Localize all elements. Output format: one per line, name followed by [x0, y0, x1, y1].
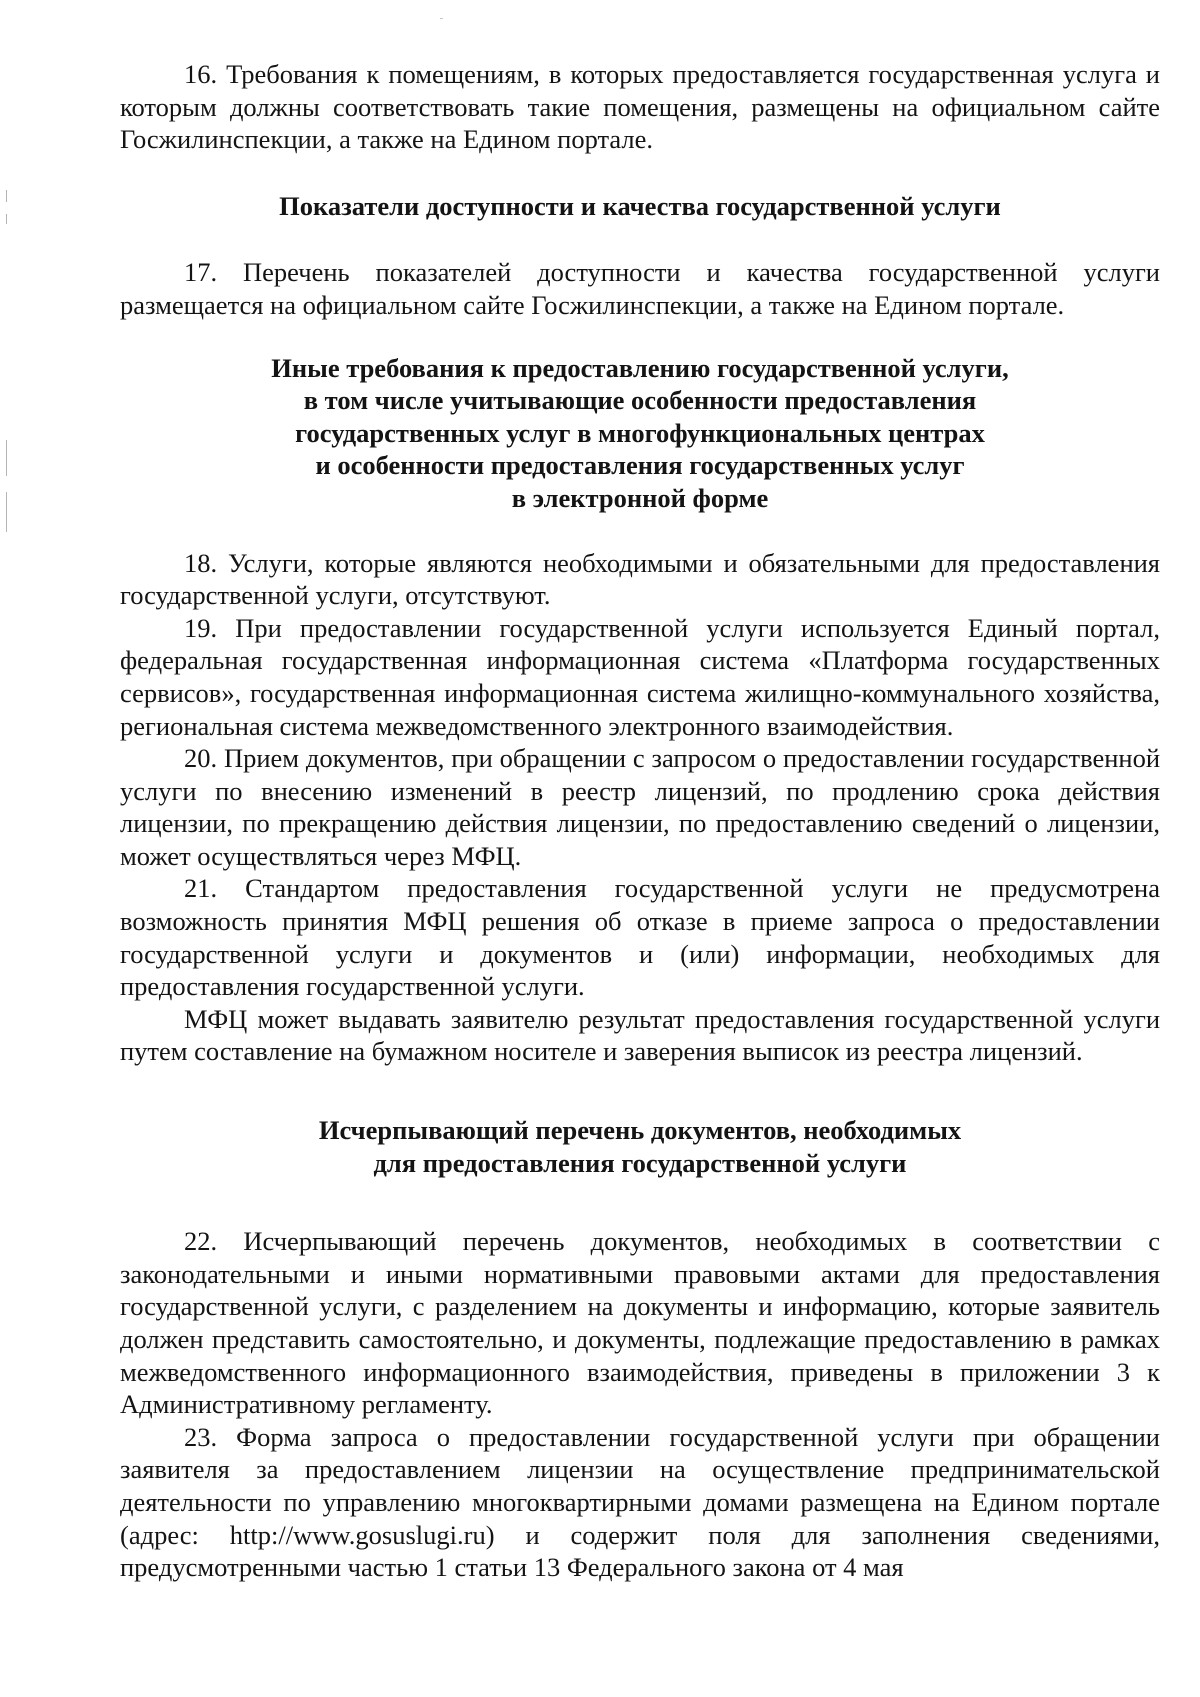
scan-edge-mark: [6, 190, 7, 202]
scan-edge-mark: [6, 214, 7, 224]
heading-accessibility: Показатели доступности и качества государственной услуги: [279, 190, 1001, 221]
paragraph-23: 23. Форма запроса о предоставлении государственной услуги при обращении заявителя за предоставлением лицензии на осуществление предпринимательской деятельности по управлению многоквартирными домами размещена на Едином портале (адрес: http://www.gosuslugi.ru) и содержит поля для заполнения сведениями, предусмотренными частью 1 статьи 13 Федерального закона от 4 мая: [120, 1421, 1160, 1583]
heading-other-requirements: [120, 352, 1160, 515]
paragraph-21: 21. Стандартом предоставления государственной услуги не предусмотрена возможность принятия МФЦ решения об отказе в приеме запроса о предоставлении государственной услуги и документов и (или) информации, необходимых для предоставления государственной услуги.: [120, 873, 1160, 1002]
heading-line: в том числе учитывающие особенности предоставления: [303, 385, 977, 416]
paragraph-18: 18. Услуги, которые являются необходимыми и обязательными для предоставления государственной услуги, отсутствуют.: [120, 547, 1160, 611]
heading-documents: [120, 1114, 1160, 1179]
paragraph-20: 20. Прием документов, при обращении с запросом о предоставлении государственной услуги по внесению изменений в реестр лицензий, по продлению срока действия лицензии, по прекращению действия лицензии, по предоставлению сведений о лицензии, может осуществляться через МФЦ.: [120, 743, 1160, 871]
paragraph-19: 19. При предоставлении государственной услуги используется Единый портал, федеральная государственная информационная система «Платформа государственных сервисов», государственная информационная система жилищно-коммунального хозяйства, региональная система межведомственного электронного взаимодействия.: [120, 612, 1160, 741]
heading-line: в электронной форме: [511, 482, 769, 513]
heading-line: государственных услуг в многофункциональных центрах: [295, 417, 985, 448]
paragraph-22: 22. Исчерпывающий перечень документов, необходимых в соответствии с законодательными и иными нормативными правовыми актами для предоставления государственной услуги, с разделением на документы и информацию, которые заявитель должен представить самостоятельно, и документы, подлежащие предоставлению в рамках межведомственного информационного взаимодействия, приведены в приложении 3 к Административному регламенту.: [120, 1226, 1160, 1420]
paragraph-16: 16. Требования к помещениям, в которых предоставляется государственная услуга и которым должны соответствовать такие помещения, размещены на официальном сайте Госжилинспекции, а также на Едином портале.: [120, 59, 1160, 155]
scan-artifact-dot: [440, 18, 443, 19]
heading-line: для предоставления государственной услуги: [373, 1147, 907, 1178]
scan-edge-mark: [6, 440, 7, 476]
heading-line: Исчерпывающий перечень документов, необходимых: [318, 1115, 962, 1146]
paragraph-17: 17. Перечень показателей доступности и качества государственной услуги размещается на официальном сайте Госжилинспекции, а также на Едином портале.: [120, 257, 1160, 320]
heading-line: Иные требования к предоставлению государственной услуги,: [271, 352, 1009, 383]
paragraph-21-mfc: МФЦ может выдавать заявителю результат предоставления государственной услуги путем составление на бумажном носителе и заверения выписок из реестра лицензий.: [120, 1003, 1160, 1067]
heading-line: и особенности предоставления государственных услуг: [315, 450, 965, 481]
scan-edge-mark: [6, 492, 7, 532]
document-page: [120, 58, 1160, 1584]
